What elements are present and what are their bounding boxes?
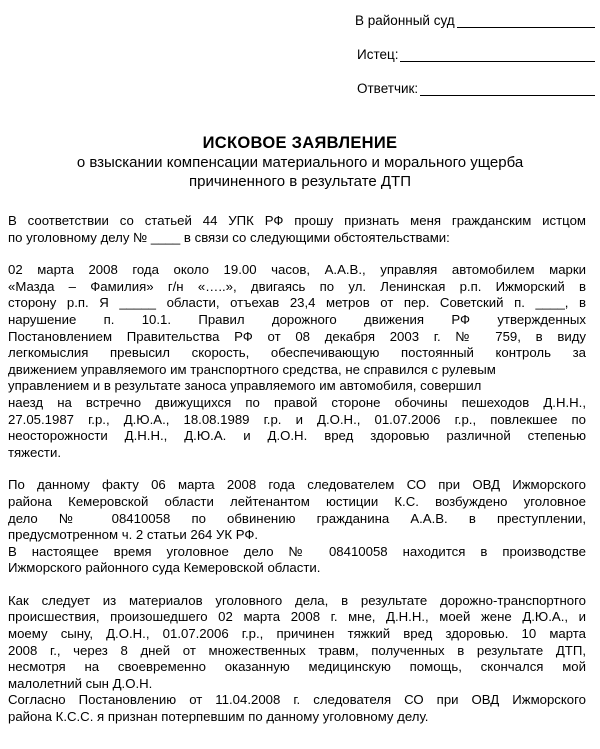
document-title-block	[0, 133, 600, 191]
text-line: наезд на встречно движущихся по правой стороне обочины пешеходов Д.Н.Н.,	[8, 394, 586, 410]
text-line: тяжести.	[8, 444, 62, 460]
text-line: В соответствии со статьей 44 УПК РФ прошу признать меня гражданским истцом	[8, 213, 586, 228]
text-line: происшествия, произошедшего 02 марта 2008 г. мне, Д.Н.Н., моей жене Д.Ю.А., и	[8, 609, 586, 625]
court-label: В районный суд	[355, 13, 455, 28]
text-line: района К.С.С. я признан потерпевшим по данному уголовному делу.	[8, 709, 429, 725]
paragraph-incident	[8, 262, 586, 461]
document-body	[8, 213, 586, 726]
text-line: «Мазда – Фамилия» г/н «…..», двигаясь по ул. Ленинская р.п. Ижморский в	[8, 278, 586, 294]
text-line: моему сыну, Д.О.Н., 01.07.2006 г.р., причинен тяжкий вред здоровью. 10 марта	[8, 626, 586, 642]
text-line: дело № 08410058 по обвинению гражданина А.А.В. в преступлении,	[8, 510, 586, 526]
text-line: Согласно Постановлению от 11.04.2008 г. следователя СО при ОВД Ижморского	[8, 692, 586, 708]
text-line: движением управляемого им транспортного средства, не справился с рулевым	[8, 361, 496, 377]
text-line: района Кемеровской области лейтенантом юстиции К.С. возбуждено уголовное	[8, 493, 586, 509]
plaintiff-line	[355, 44, 595, 62]
defendant-blank	[420, 81, 595, 96]
court-line	[355, 10, 595, 28]
text-line: Постановлением Правительства РФ от 08 декабря 2003 г. № 759, в виду	[8, 328, 586, 344]
text-line: По данному факту 06 марта 2008 года следователем СО при ОВД Ижморского	[8, 477, 586, 493]
text-line: легкомыслия превысил скорость, обеспечивающую постоянный контроль за	[8, 345, 586, 361]
text-line: Ижморского районного суда Кемеровской области.	[8, 560, 321, 576]
paragraph-damages	[8, 593, 586, 726]
defendant-line	[355, 78, 595, 96]
document-subtitle-line1: о взыскании компенсации материального и морального ущерба	[76, 154, 524, 171]
document-subtitle-line2: причиненного в результате ДТП	[188, 173, 412, 190]
text-line: несмотря на своевременно оказанную медицинскую помощь, скончался мой	[8, 659, 586, 675]
text-line: В настоящее время уголовное дело № 08410058 находится в производстве	[8, 543, 586, 559]
text-line: 27.05.1987 г.р., Д.Ю.А., 18.08.1989 г.р. и Д.О.Н., 01.07.2006 г.р., повлекшее по	[8, 411, 586, 427]
addressee-block	[355, 10, 595, 96]
document-title: ИСКОВОЕ ЗАЯВЛЕНИЕ	[202, 134, 398, 152]
defendant-label: Ответчик:	[357, 81, 419, 96]
text-line: нарушение п. 10.1. Правил дорожного движения РФ утвержденных	[8, 311, 586, 327]
text-line: сторону р.п. Я _____ области, отъехав 23,4 метров от пер. Советский п. ____, в	[8, 295, 586, 311]
plaintiff-blank	[400, 47, 595, 62]
text-line: по уголовному делу № ____ в связи со следующими обстоятельствами:	[8, 229, 450, 245]
text-line: 2008 г., через 8 дней от множественных травм, полученных в результате ДТП,	[8, 642, 586, 658]
text-line: малолетний сын Д.О.Н.	[8, 675, 153, 691]
paragraph-criminal-case	[8, 477, 586, 577]
text-line: Как следует из материалов уголовного дела, в результате дорожно-транспортного	[8, 592, 586, 608]
plaintiff-label: Истец:	[357, 47, 399, 62]
court-blank	[457, 13, 595, 28]
paragraph-intro	[8, 213, 586, 246]
text-line: предусмотренном ч. 2 статьи 264 УК РФ.	[8, 527, 259, 543]
text-line: 02 марта 2008 года около 19.00 часов, А.А.В., управляя автомобилем марки	[8, 262, 586, 278]
text-line: управлением и в результате заноса управляемого им автомобиля, совершил	[8, 378, 482, 394]
text-line: неосторожности Д.Н.Н., Д.Ю.А. и Д.О.Н. вред здоровью различной степенью	[8, 428, 586, 444]
